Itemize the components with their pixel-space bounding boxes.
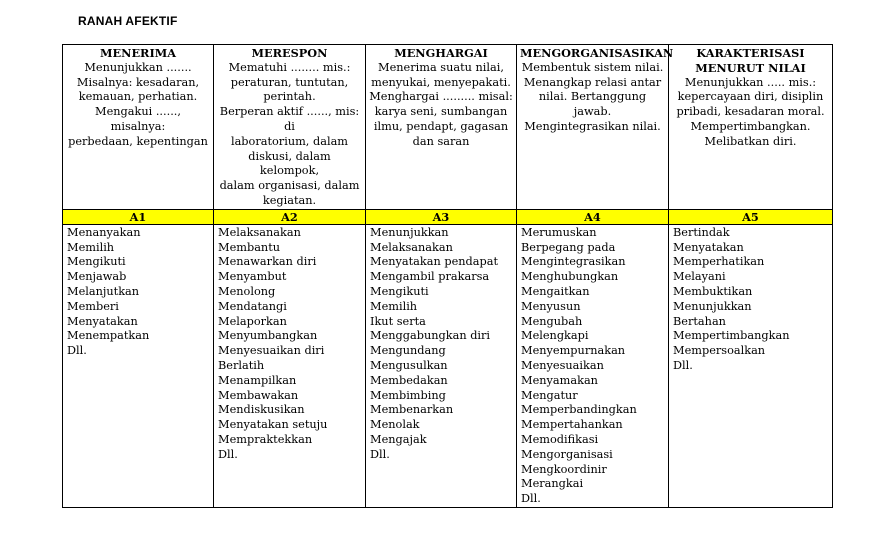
verb-item: Mendatangi bbox=[218, 299, 287, 313]
verb-item: Merumuskan bbox=[521, 225, 597, 239]
column-description-line: Mempertimbangkan. bbox=[690, 119, 811, 133]
verb-item: Mengusulkan bbox=[370, 358, 448, 372]
verb-item: Mempraktekkan bbox=[218, 432, 313, 446]
verb-item: Menjawab bbox=[67, 270, 127, 284]
column-heading: MENGHARGAI bbox=[394, 46, 488, 60]
verb-item: Mengintegrasikan bbox=[521, 255, 626, 269]
level-code: A1 bbox=[63, 209, 214, 224]
verb-item: Mengundang bbox=[370, 344, 446, 358]
verb-item: Melaporkan bbox=[218, 314, 287, 328]
column-description-line: dan saran bbox=[412, 134, 470, 148]
verb-list bbox=[366, 224, 517, 507]
verb-item: Mempertahankan bbox=[521, 418, 623, 432]
header-row bbox=[63, 45, 833, 210]
column-description-line: nilai. Bertanggung jawab. bbox=[538, 90, 647, 119]
verb-item: Memperbandingkan bbox=[521, 403, 637, 417]
verb-list bbox=[517, 224, 669, 507]
code-row bbox=[63, 209, 833, 224]
verb-item: Bertindak bbox=[673, 225, 730, 239]
column-description-line: Mengakui ......, misalnya: bbox=[95, 105, 181, 133]
verb-item: Berlatih bbox=[218, 358, 265, 372]
verb-item: Membimbing bbox=[370, 388, 446, 402]
column-heading: KARAKTERISASI bbox=[696, 46, 805, 60]
verb-item: Menawarkan diri bbox=[218, 255, 317, 269]
verb-item: Menyusun bbox=[521, 299, 581, 313]
verb-item: Mengambil prakarsa bbox=[370, 270, 490, 284]
verb-item: Mengajak bbox=[370, 432, 427, 446]
level-code: A4 bbox=[517, 209, 669, 224]
level-code: A2 bbox=[214, 209, 366, 224]
verb-item: Merangkai bbox=[521, 477, 584, 491]
column-description-line: Melibatkan diri. bbox=[704, 134, 797, 148]
column-description-line: kemauan, perhatian. bbox=[78, 90, 198, 104]
verb-item: Mengikuti bbox=[370, 284, 429, 298]
verb-item: Dll. bbox=[521, 492, 541, 506]
verb-list bbox=[669, 224, 833, 507]
verb-item: Berpegang pada bbox=[521, 240, 616, 254]
level-code: A3 bbox=[366, 209, 517, 224]
verb-item: Mengubah bbox=[521, 314, 583, 328]
verb-item: Memilih bbox=[67, 240, 115, 254]
column-heading: MENERIMA bbox=[100, 46, 176, 60]
column-description-line: perintah. bbox=[263, 90, 316, 104]
column-description-line: Menangkap relasi antar bbox=[523, 75, 662, 89]
verb-item: Menyatakan setuju bbox=[218, 418, 328, 432]
column-description-line: dalam organisasi, dalam bbox=[219, 179, 360, 193]
column-description-line: ilmu, pendapt, gagasan bbox=[373, 119, 509, 133]
column-description-line: laboratorium, dalam bbox=[230, 134, 349, 148]
page-title: RANAH AFEKTIF bbox=[78, 14, 178, 28]
verb-item: Menghubungkan bbox=[521, 270, 619, 284]
verb-item: Mengkoordinir bbox=[521, 462, 607, 476]
verb-item: Dll. bbox=[673, 358, 693, 372]
column-header bbox=[63, 45, 214, 210]
verb-item: Menempatkan bbox=[67, 329, 150, 343]
column-header bbox=[669, 45, 833, 210]
column-heading: MENURUT NILAI bbox=[695, 60, 806, 75]
column-description-line: Menghargai ......... misal: bbox=[369, 90, 513, 104]
column-description-line: peraturan, tuntutan, bbox=[230, 75, 349, 89]
verb-item: Menolak bbox=[370, 418, 420, 432]
verb-item: Mengaitkan bbox=[521, 284, 590, 298]
column-description-line: karya seni, sumbangan bbox=[374, 105, 508, 119]
column-description-line: menyukai, menyepakati. bbox=[371, 75, 511, 89]
verb-item: Mengorganisasi bbox=[521, 447, 613, 461]
verb-item: Bertahan bbox=[673, 314, 726, 328]
verb-item: Membuktikan bbox=[673, 284, 753, 298]
verb-item: Memberi bbox=[67, 299, 119, 313]
verb-item: Melaksanakan bbox=[370, 240, 453, 254]
verb-item: Dll. bbox=[67, 344, 87, 358]
column-header bbox=[517, 45, 674, 210]
level-code: A5 bbox=[669, 209, 833, 224]
verb-item: Menyatakan bbox=[67, 314, 138, 328]
column-header bbox=[214, 45, 366, 210]
column-description-line: perbedaan, kepentingan bbox=[68, 134, 208, 148]
verb-item: Menyesuaikan diri bbox=[218, 344, 325, 358]
verb-item: Mendiskusikan bbox=[218, 403, 305, 417]
column-description-line: Menunjukkan ....... bbox=[84, 60, 192, 74]
verb-item: Melengkapi bbox=[521, 329, 589, 343]
column-heading: MERESPON bbox=[251, 46, 328, 60]
verb-item: Mempersoalkan bbox=[673, 344, 766, 358]
verb-item: Menyempurnakan bbox=[521, 344, 626, 358]
verb-item: Membawakan bbox=[218, 388, 299, 402]
verb-list bbox=[63, 224, 214, 507]
column-description-line: Berperan aktif ......, mis: di bbox=[219, 105, 360, 133]
verb-list-row bbox=[63, 224, 833, 507]
column-description-line: Menunjukkan ..... mis.: bbox=[684, 75, 817, 89]
verb-list bbox=[214, 224, 366, 507]
verb-item: Memodifikasi bbox=[521, 432, 599, 446]
verb-item: Menolong bbox=[218, 284, 276, 298]
verb-item: Menggabungkan diri bbox=[370, 329, 491, 343]
verb-item: Menampilkan bbox=[218, 373, 297, 387]
column-description-line: Mematuhi ........ mis.: bbox=[228, 60, 351, 74]
column-description-line: Membentuk sistem nilai. bbox=[521, 60, 664, 74]
verb-item: Mengatur bbox=[521, 388, 578, 402]
verb-item: Dll. bbox=[218, 447, 238, 461]
verb-item: Menyamakan bbox=[521, 373, 598, 387]
column-description-line: kegiatan. bbox=[262, 193, 317, 207]
verb-item: Melaksanakan bbox=[218, 225, 301, 239]
verb-item: Menyumbangkan bbox=[218, 329, 318, 343]
affective-domain-table bbox=[62, 44, 833, 508]
verb-item: Menyambut bbox=[218, 270, 287, 284]
column-description-line: pribadi, kesadaran moral. bbox=[676, 105, 825, 119]
verb-item: Mempertimbangkan bbox=[673, 329, 790, 343]
verb-item: Memilih bbox=[370, 299, 418, 313]
verb-item: Dll. bbox=[370, 447, 390, 461]
column-description-line: diskusi, dalam kelompok, bbox=[248, 149, 331, 178]
verb-item: Menanyakan bbox=[67, 225, 141, 239]
verb-item: Menunjukkan bbox=[673, 299, 752, 313]
column-description-line: Mengintegrasikan nilai. bbox=[524, 119, 661, 133]
column-heading: MENGORGANISASIKAN bbox=[520, 46, 674, 60]
verb-item: Menyatakan bbox=[673, 240, 744, 254]
verb-item: Menunjukkan bbox=[370, 225, 449, 239]
verb-item: Menyesuaikan bbox=[521, 358, 604, 372]
column-description-line: kepercayaan diri, disiplin bbox=[677, 90, 824, 104]
verb-item: Ikut serta bbox=[370, 314, 426, 328]
verb-item: Membenarkan bbox=[370, 403, 454, 417]
verb-item: Membedakan bbox=[370, 373, 448, 387]
verb-item: Membantu bbox=[218, 240, 281, 254]
verb-item: Mengikuti bbox=[67, 255, 126, 269]
column-description-line: Misalnya: kesadaran, bbox=[76, 75, 200, 89]
verb-item: Melanjutkan bbox=[67, 284, 140, 298]
column-header bbox=[366, 45, 517, 210]
column-description-line: Menerima suatu nilai, bbox=[378, 60, 504, 74]
verb-item: Memperhatikan bbox=[673, 255, 765, 269]
verb-item: Menyatakan pendapat bbox=[370, 255, 499, 269]
verb-item: Melayani bbox=[673, 270, 726, 284]
